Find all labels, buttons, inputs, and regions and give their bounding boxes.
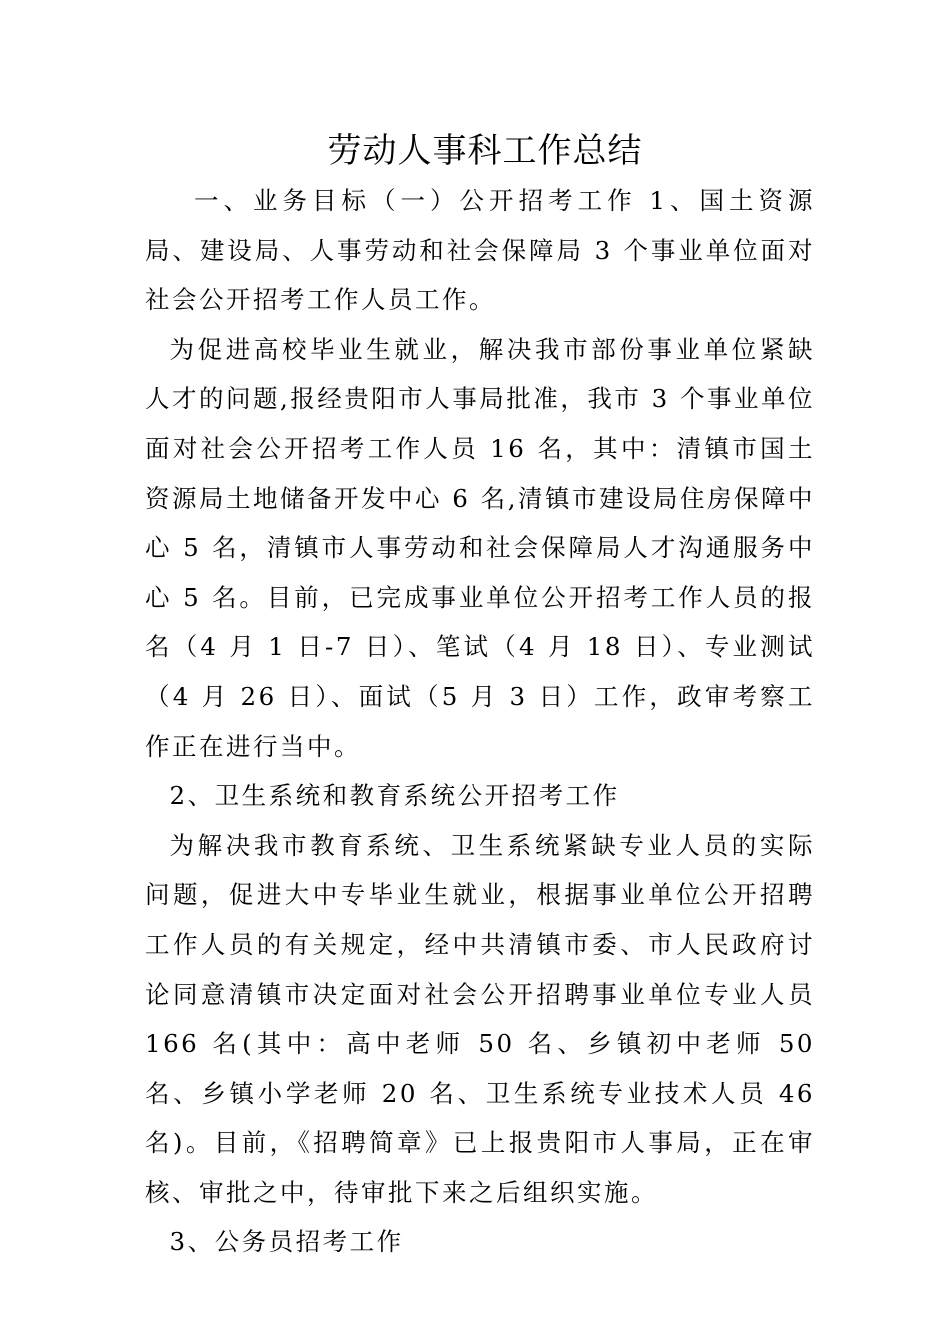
paragraph-business-goals: 一、业务目标（一）公开招考工作 1、国土资源局、建设局、人事劳动和社会保障局 3 个事业单位面对社会公开招考工作人员工作。: [145, 186, 815, 315]
paragraph-health-education-recruitment: 为解决我市教育系统、卫生系统紧缺专业人员的实际问题，促进大中专毕业生就业，根据事业单位公开招聘工作人员的有关规定，经中共清镇市委、市人民政府讨论同意清镇市决定面对社会公开招聘事业单位专业人员 166 名(其中：高中老师 50 名、乡镇初中老师 50 名、乡镇小学老师 20 名、卫生系统专业技术人员 46 名)。目前，《招聘简章》已上报贵阳市人事局，正在审核、审批之中，待审批下来之后组织实施。: [145, 830, 815, 1207]
document-body: [145, 176, 815, 1267]
paragraph-recruitment-details: 为促进高校毕业生就业，解决我市部份事业单位紧缺人才的问题,报经贵阳市人事局批准，我市 3 个事业单位面对社会公开招考工作人员 16 名，其中：清镇市国土资源局土地储备开发中心 6 名,清镇市建设局住房保障中心 5 名，清镇市人事劳动和社会保障局人才沟通服务中心 5 名。目前，已完成事业单位公开招考工作人员的报名（4 月 1 日-7 日）、笔试（4 月 18 日）、专业测试（4 月 26 日）、面试（5 月 3 日）工作，政审考察工作正在进行当中。: [145, 334, 815, 761]
document-title: 劳动人事科工作总结: [327, 131, 643, 171]
section-heading-civil-servant: 3、公务员招考工作: [169, 1227, 404, 1257]
section-heading-health-education: 2、卫生系统和教育系统公开招考工作: [169, 781, 620, 811]
